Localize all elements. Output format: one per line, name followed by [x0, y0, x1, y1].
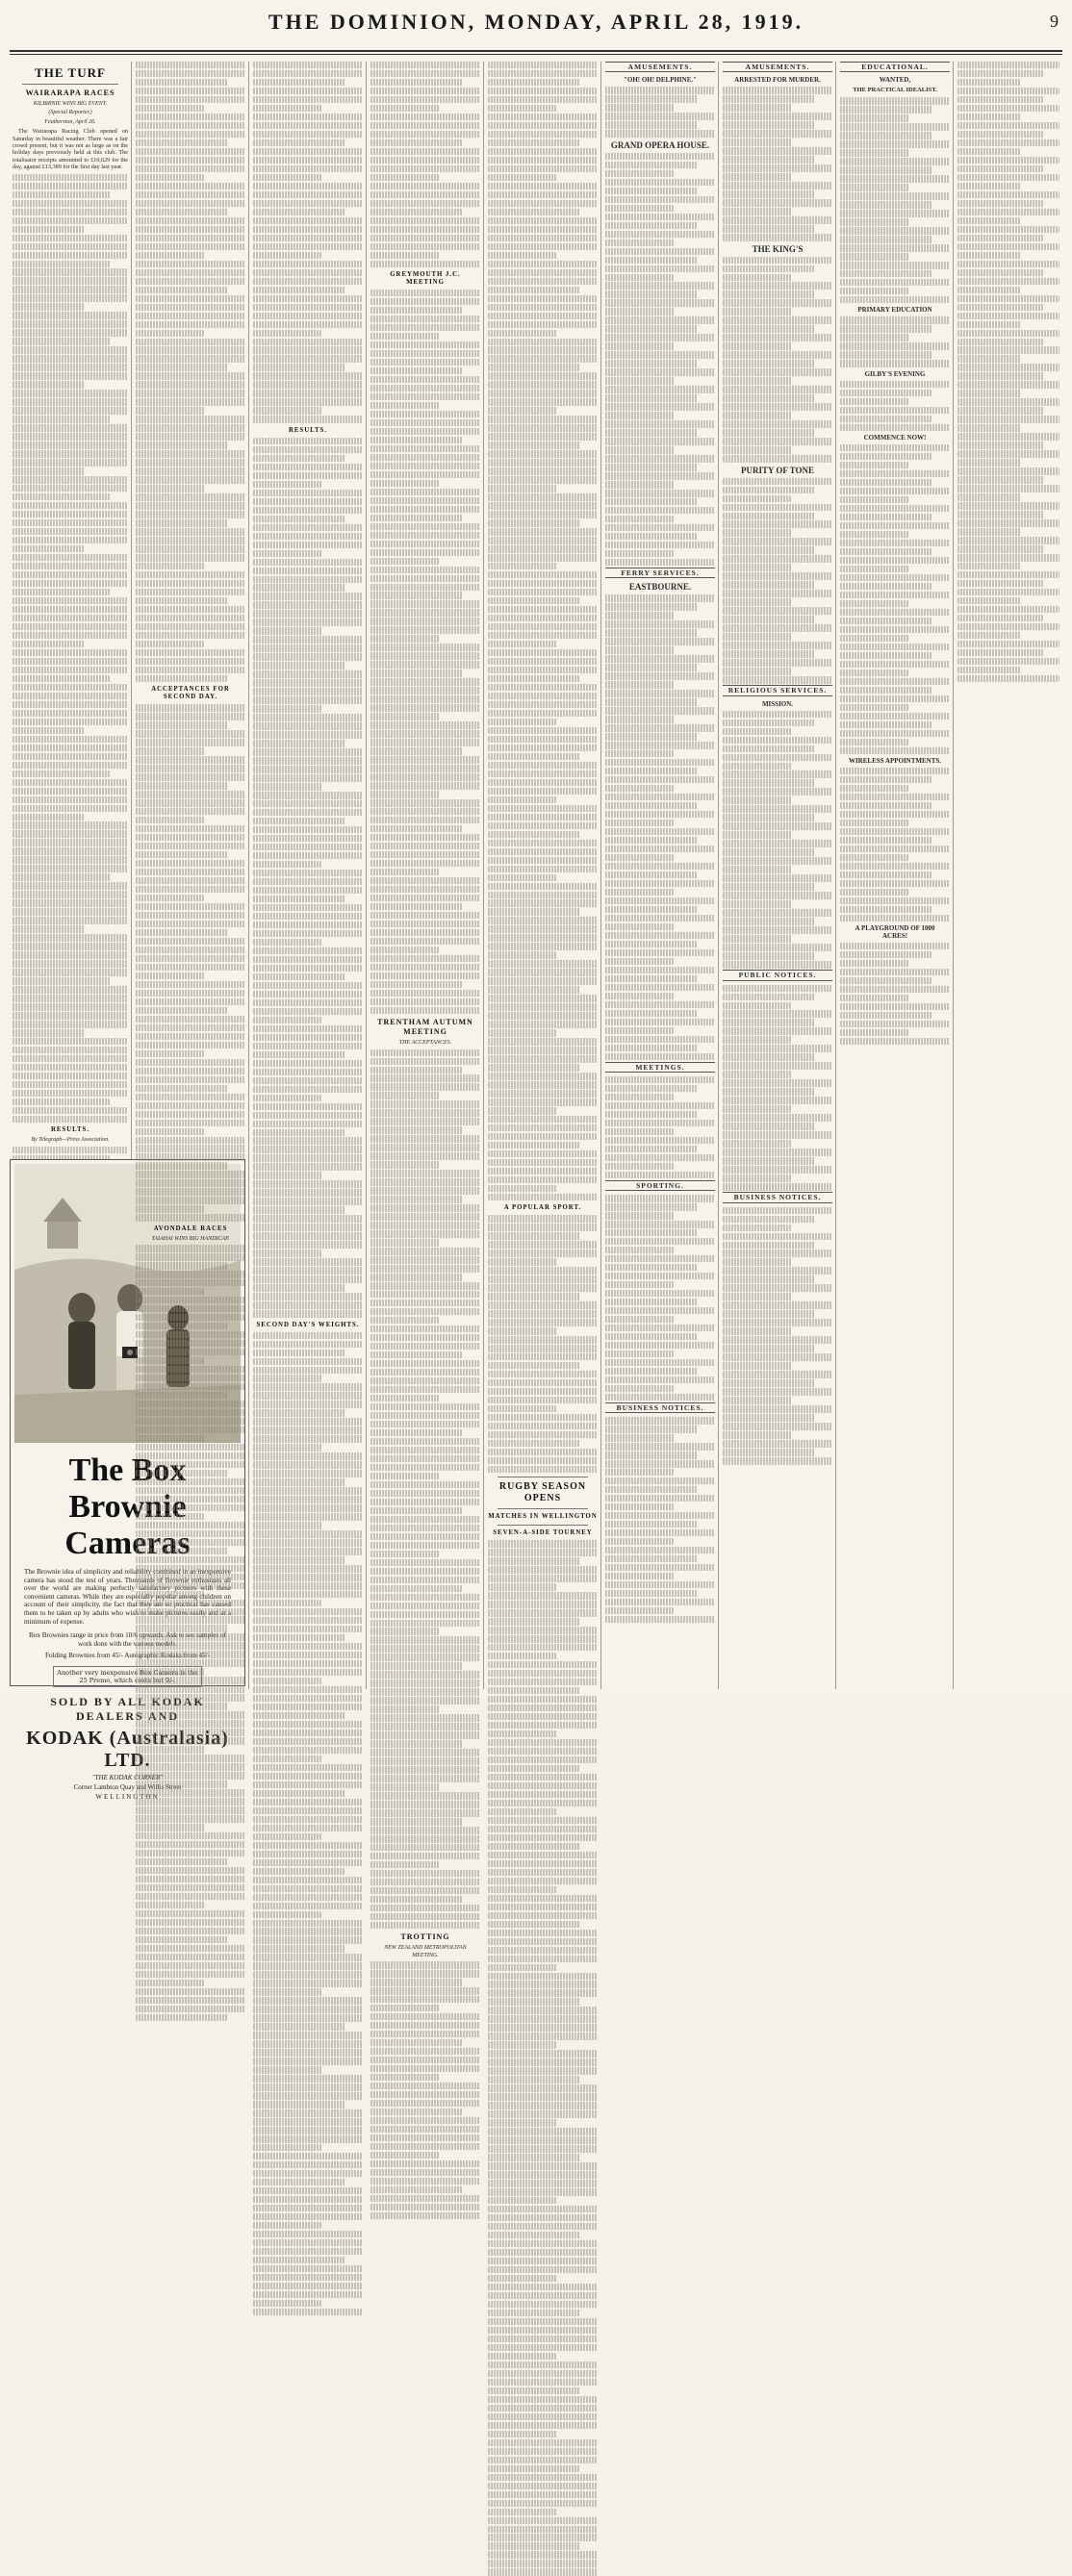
- business-heading: BUSINESS NOTICES.: [605, 1402, 715, 1413]
- ad-city: WELLINGTON: [95, 1792, 160, 1801]
- masthead: [0, 10, 1072, 48]
- trotting-heading: TROTTING: [400, 1932, 450, 1942]
- column-rule: [600, 62, 601, 1689]
- column-6: [602, 62, 718, 1689]
- ad-gilbys: GILBY'S EVENING: [864, 369, 926, 378]
- sporting-heading: SPORTING.: [605, 1180, 715, 1191]
- ad-arrested: ARRESTED FOR MURDER.: [734, 76, 821, 85]
- weights-heading: SECOND DAY'S WEIGHTS.: [256, 1321, 360, 1328]
- ad-body: The Brownie idea of simplicity and reliability combined in an inexpensive camera has stood the test of years. Thousands of Brownie enthusiasts all over the world are making perfectly satisfactory pictures with these convenient cameras. While they are especially popular among children on account of their simplicity, the fact that they are so practical has caused them to be taken up by adults who wish to make pictures easily and at a minimum of expense.: [24, 1568, 231, 1626]
- trotting-subhead: NEW ZEALAND METROPOLITAN MEETING.: [384, 1945, 467, 1958]
- ad-folding-line: Folding Brownies from 45/- Autographic Kodaks from 45/-: [44, 1652, 211, 1660]
- column-rule: [718, 62, 719, 1689]
- column-rule: [248, 62, 249, 1689]
- ad-playground: A PLAYGROUND OF 1000 ACRES!: [855, 924, 935, 941]
- amusements-heading: AMUSEMENTS.: [605, 62, 715, 72]
- rugby-headline: RUGBY SEASON OPENS: [498, 1481, 587, 1504]
- rugby-subhead: MATCHES IN WELLINGTON: [488, 1513, 598, 1521]
- ad-practical-idealist: THE PRACTICAL IDEALIST.: [853, 87, 937, 94]
- column-4: [368, 62, 483, 1958]
- column-rule: [366, 62, 367, 1689]
- results-heading: RESULTS.: [288, 426, 328, 434]
- masthead-rule: [10, 50, 1062, 52]
- popular-sport-heading: A POPULAR SPORT.: [503, 1204, 582, 1212]
- article-dateline: Featherston, April 26.: [44, 118, 96, 125]
- ad-headline: The Box Brownie Cameras: [64, 1452, 191, 1561]
- ad-commence-now: COMMENCE NOW!: [863, 434, 927, 442]
- public-notices-heading: PUBLIC NOTICES.: [723, 970, 832, 980]
- column-turf: [10, 62, 131, 1152]
- results-heading: RESULTS.: [50, 1126, 90, 1134]
- acceptances-heading: ACCEPTANCES FOR SECOND DAY.: [151, 686, 230, 701]
- amusements-heading-2: AMUSEMENTS.: [723, 62, 832, 72]
- sevens-subhead: SEVEN-A-SIDE TOURNEY: [493, 1529, 593, 1537]
- column-8: [837, 62, 953, 1689]
- ad-primary-education: PRIMARY EDUCATION: [857, 306, 932, 315]
- ad-company: KODAK (Australasia) LTD.: [26, 1727, 229, 1771]
- avondale-heading: AVONDALE RACES: [153, 1225, 228, 1232]
- religious-heading: RELIGIOUS SERVICES.: [723, 685, 832, 695]
- trentham-heading: TRENTHAM AUTUMN MEETING: [377, 1018, 473, 1037]
- masthead-rule-thin: [10, 54, 1062, 55]
- business-heading-2: BUSINESS NOTICES.: [723, 1192, 832, 1202]
- masthead-title: THE DOMINION, MONDAY, APRIL 28, 1919.: [268, 10, 804, 34]
- article-subhead: KILBIRNIE WINS BIG EVENT.: [33, 101, 108, 107]
- column-rule: [131, 62, 132, 1160]
- trentham-subhead: THE ACCEPTANCES.: [398, 1040, 452, 1047]
- column-3: [250, 62, 366, 1689]
- avondale-subhead: TAIAHAI WINS BIG HANDICAP.: [151, 1235, 230, 1242]
- article-headline: WAIRARAPA RACES: [25, 88, 115, 97]
- ad-wireless: WIRELESS APPOINTMENTS.: [848, 756, 942, 765]
- section-heading: THE TURF: [35, 65, 106, 80]
- column-rule: [953, 62, 954, 1689]
- results-subheading: By Telegraph—Press Association.: [31, 1137, 110, 1144]
- greymouth-heading: GREYMOUTH J.C. MEETING: [390, 271, 461, 287]
- column-rule: [483, 62, 484, 1689]
- ad-kings: THE KING'S: [752, 243, 804, 254]
- article-body: [13, 174, 128, 1124]
- ad-mission: MISSION.: [761, 699, 794, 708]
- article-byline: (Special Reporter.): [48, 110, 92, 116]
- column-9: [955, 62, 1062, 1689]
- ad-wanted: WANTED,: [879, 76, 911, 85]
- column-5: [485, 62, 600, 1689]
- ferry-heading: FERRY SERVICES.: [605, 568, 715, 578]
- ad-premo-box: Another very inexpensive Box Camera is the 25 Premo, which costs but 9/-.: [53, 1666, 202, 1687]
- ad-eastbourne: EASTBOURNE.: [628, 582, 692, 593]
- meetings-heading: MEETINGS.: [605, 1062, 715, 1073]
- ad-delphine: "OH! OH! DELPHINE.": [623, 76, 698, 85]
- ad-price-line: Box Brownies range in price from 10/6 upwards. Ask to see samples of work done with the various models.: [28, 1631, 226, 1648]
- article-intro: The Wairarapa Racing Club opened on Saturday in beautiful weather. There was a fair crowd present, but it was not as large as on the holiday days previously held at this club. The totalisator receipts amounted to £10,629 for the day, against £13,389 for the first day last year.: [13, 128, 128, 171]
- column-2: [133, 62, 248, 1689]
- ad-dealers: SOLD BY ALL KODAK DEALERS AND: [50, 1694, 205, 1723]
- ad-corner: "THE KODAK CORNER": [91, 1773, 164, 1781]
- ad-purity-of-tone: PURITY OF TONE: [740, 465, 814, 475]
- educational-heading: EDUCATIONAL.: [840, 62, 950, 72]
- ad-address: Corner Lambton Quay and Willis Street: [73, 1782, 182, 1791]
- column-7: [720, 62, 835, 1689]
- page-number: 9: [1050, 12, 1059, 31]
- ad-grand-opera: GRAND OPERA HOUSE.: [610, 139, 710, 150]
- column-rule: [835, 62, 836, 1689]
